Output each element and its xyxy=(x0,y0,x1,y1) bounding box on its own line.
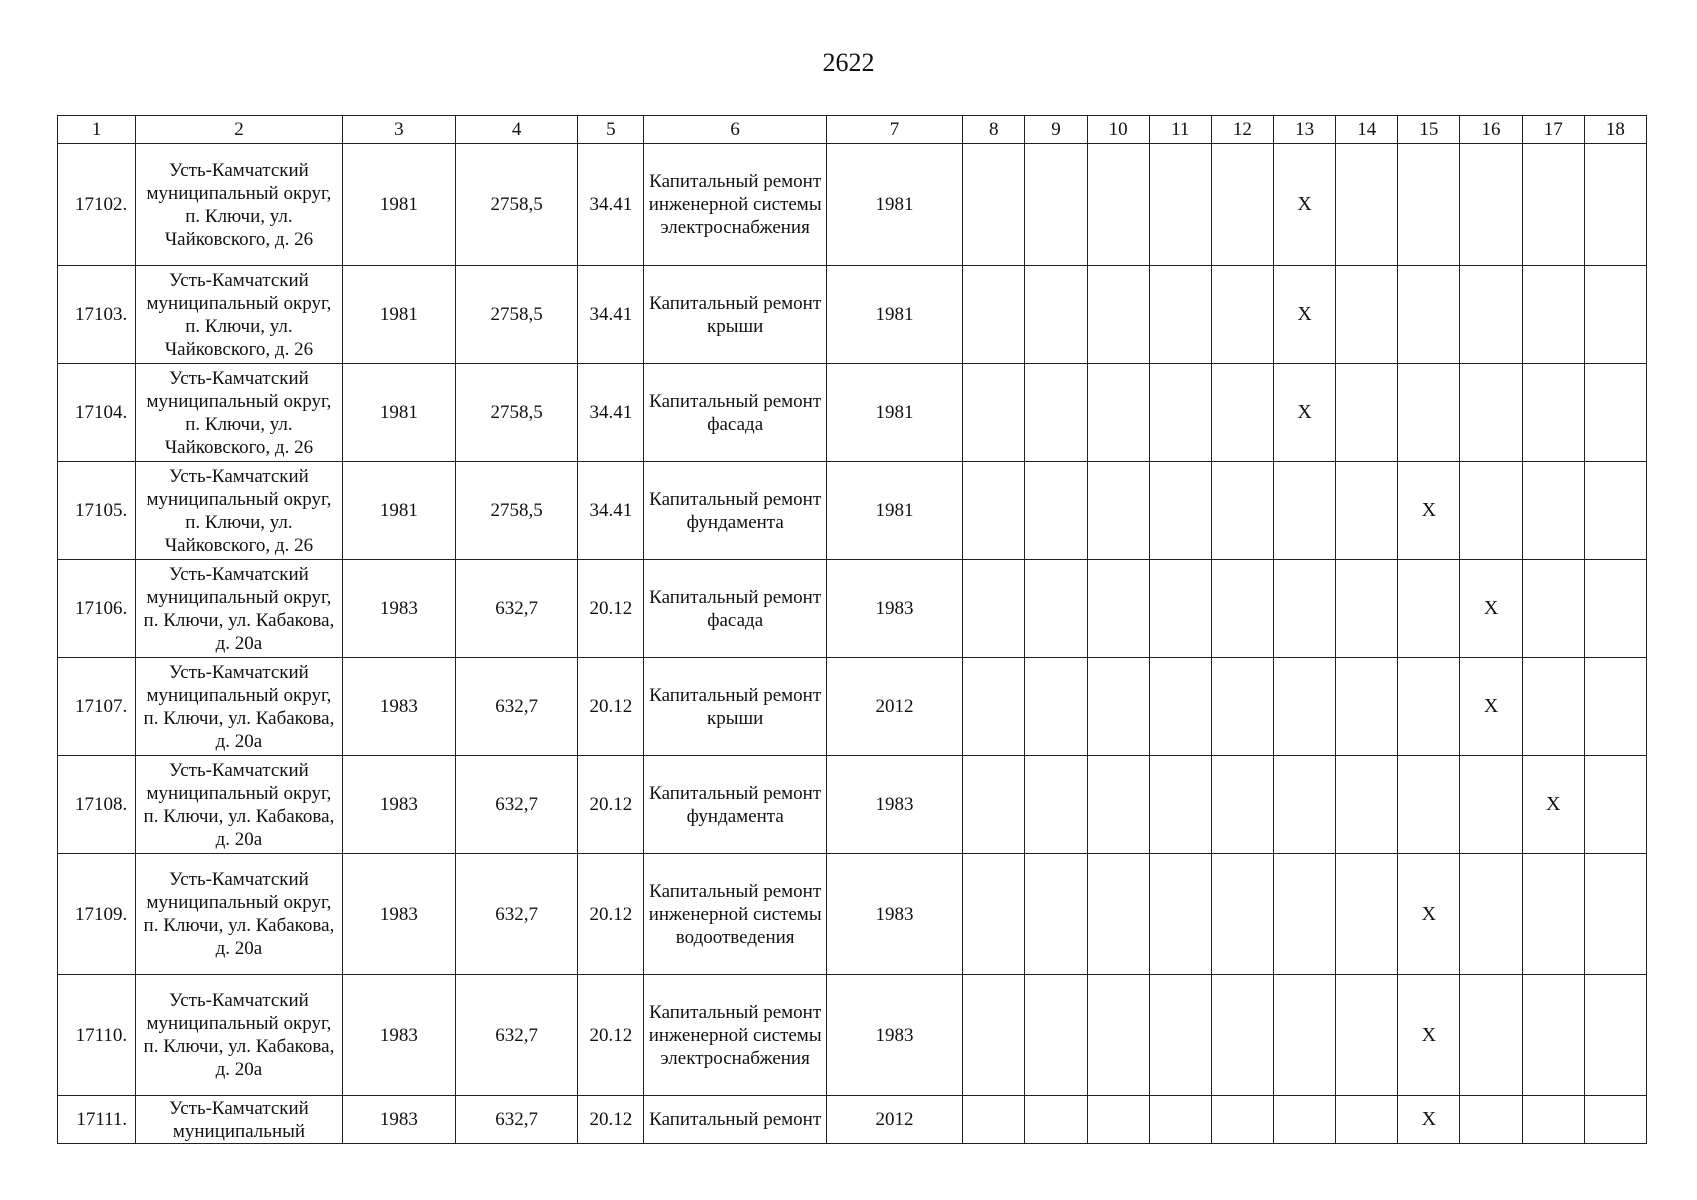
empty-period-cell-col-12 xyxy=(1211,1096,1273,1144)
row-number: 17106. xyxy=(58,560,136,658)
work-type-cell: Капитальный ремонт фундамента xyxy=(644,462,826,560)
table-row xyxy=(58,364,1647,462)
address-cell: Усть-Камчатский муниципальный округ, п. Ключи, ул. Кабакова, д. 20а xyxy=(136,854,343,975)
column-header-2: 2 xyxy=(136,116,343,144)
period-mark-col-13: Х xyxy=(1274,144,1336,266)
column-header-4: 4 xyxy=(455,116,577,144)
build-year-cell: 1983 xyxy=(342,756,455,854)
empty-period-cell-col-8 xyxy=(963,364,1025,462)
area-cell: 2758,5 xyxy=(455,266,577,364)
empty-period-cell-col-17 xyxy=(1522,1096,1584,1144)
empty-period-cell-col-12 xyxy=(1211,144,1273,266)
empty-period-cell-col-12 xyxy=(1211,854,1273,975)
column-header-5: 5 xyxy=(578,116,644,144)
wear-cell: 34.41 xyxy=(578,462,644,560)
address-cell: Усть-Камчатский муниципальный округ, п. Ключи, ул. Кабакова, д. 20а xyxy=(136,658,343,756)
area-cell: 632,7 xyxy=(455,560,577,658)
area-cell: 632,7 xyxy=(455,1096,577,1144)
empty-period-cell-col-9 xyxy=(1025,658,1087,756)
work-type-cell: Капитальный ремонт инженерной системы электроснабжения xyxy=(644,975,826,1096)
empty-period-cell-col-8 xyxy=(963,854,1025,975)
empty-period-cell-col-14 xyxy=(1336,462,1398,560)
wear-cell: 34.41 xyxy=(578,144,644,266)
empty-period-cell-col-10 xyxy=(1087,462,1149,560)
period-mark-col-15: Х xyxy=(1398,462,1460,560)
address-cell: Усть-Камчатский муниципальный округ, п. Ключи, ул. Чайковского, д. 26 xyxy=(136,144,343,266)
empty-period-cell-col-11 xyxy=(1149,266,1211,364)
area-cell: 2758,5 xyxy=(455,144,577,266)
wear-cell: 20.12 xyxy=(578,658,644,756)
empty-period-cell-col-16 xyxy=(1460,266,1522,364)
empty-period-cell-col-17 xyxy=(1522,364,1584,462)
empty-period-cell-col-17 xyxy=(1522,854,1584,975)
column-header-3: 3 xyxy=(342,116,455,144)
empty-period-cell-col-11 xyxy=(1149,462,1211,560)
area-cell: 632,7 xyxy=(455,975,577,1096)
work-type-cell: Капитальный ремонт инженерной системы электроснабжения xyxy=(644,144,826,266)
last-repair-year-cell: 2012 xyxy=(826,658,962,756)
empty-period-cell-col-10 xyxy=(1087,975,1149,1096)
last-repair-year-cell: 1981 xyxy=(826,144,962,266)
empty-period-cell-col-10 xyxy=(1087,560,1149,658)
table-row xyxy=(58,560,1647,658)
build-year-cell: 1981 xyxy=(342,364,455,462)
empty-period-cell-col-18 xyxy=(1584,854,1646,975)
work-type-cell: Капитальный ремонт крыши xyxy=(644,658,826,756)
table-row xyxy=(58,462,1647,560)
empty-period-cell-col-10 xyxy=(1087,854,1149,975)
empty-period-cell-col-12 xyxy=(1211,560,1273,658)
last-repair-year-cell: 1983 xyxy=(826,560,962,658)
empty-period-cell-col-17 xyxy=(1522,144,1584,266)
empty-period-cell-col-15 xyxy=(1398,364,1460,462)
empty-period-cell-col-14 xyxy=(1336,756,1398,854)
area-cell: 632,7 xyxy=(455,658,577,756)
build-year-cell: 1983 xyxy=(342,975,455,1096)
table-row xyxy=(58,658,1647,756)
empty-period-cell-col-8 xyxy=(963,462,1025,560)
empty-period-cell-col-11 xyxy=(1149,364,1211,462)
period-mark-col-16: Х xyxy=(1460,560,1522,658)
empty-period-cell-col-10 xyxy=(1087,1096,1149,1144)
row-number: 17108. xyxy=(58,756,136,854)
empty-period-cell-col-11 xyxy=(1149,756,1211,854)
empty-period-cell-col-14 xyxy=(1336,1096,1398,1144)
area-cell: 2758,5 xyxy=(455,462,577,560)
empty-period-cell-col-18 xyxy=(1584,364,1646,462)
empty-period-cell-col-18 xyxy=(1584,144,1646,266)
last-repair-year-cell: 1983 xyxy=(826,854,962,975)
address-cell: Усть-Камчатский муниципальный округ, п. Ключи, ул. Кабакова, д. 20а xyxy=(136,560,343,658)
column-header-6: 6 xyxy=(644,116,826,144)
work-type-cell: Капитальный ремонт фасада xyxy=(644,560,826,658)
empty-period-cell-col-16 xyxy=(1460,144,1522,266)
empty-period-cell-col-18 xyxy=(1584,560,1646,658)
empty-period-cell-col-11 xyxy=(1149,560,1211,658)
table-row xyxy=(58,144,1647,266)
empty-period-cell-col-17 xyxy=(1522,560,1584,658)
empty-period-cell-col-18 xyxy=(1584,462,1646,560)
build-year-cell: 1983 xyxy=(342,1096,455,1144)
empty-period-cell-col-11 xyxy=(1149,975,1211,1096)
address-cell: Усть-Камчатский муниципальный округ, п. Ключи, ул. Чайковского, д. 26 xyxy=(136,462,343,560)
wear-cell: 34.41 xyxy=(578,266,644,364)
empty-period-cell-col-16 xyxy=(1460,1096,1522,1144)
work-type-cell: Капитальный ремонт крыши xyxy=(644,266,826,364)
empty-period-cell-col-13 xyxy=(1274,1096,1336,1144)
area-cell: 2758,5 xyxy=(455,364,577,462)
table-row xyxy=(58,756,1647,854)
wear-cell: 34.41 xyxy=(578,364,644,462)
empty-period-cell-col-17 xyxy=(1522,266,1584,364)
empty-period-cell-col-14 xyxy=(1336,364,1398,462)
empty-period-cell-col-13 xyxy=(1274,854,1336,975)
area-cell: 632,7 xyxy=(455,854,577,975)
wear-cell: 20.12 xyxy=(578,756,644,854)
empty-period-cell-col-17 xyxy=(1522,658,1584,756)
empty-period-cell-col-10 xyxy=(1087,266,1149,364)
empty-period-cell-col-14 xyxy=(1336,658,1398,756)
work-type-cell: Капитальный ремонт фундамента xyxy=(644,756,826,854)
last-repair-year-cell: 2012 xyxy=(826,1096,962,1144)
empty-period-cell-col-18 xyxy=(1584,266,1646,364)
column-header-7: 7 xyxy=(826,116,962,144)
empty-period-cell-col-9 xyxy=(1025,1096,1087,1144)
wear-cell: 20.12 xyxy=(578,854,644,975)
address-cell: Усть-Камчатский муниципальный округ, п. Ключи, ул. Чайковского, д. 26 xyxy=(136,266,343,364)
wear-cell: 20.12 xyxy=(578,975,644,1096)
empty-period-cell-col-18 xyxy=(1584,975,1646,1096)
empty-period-cell-col-12 xyxy=(1211,266,1273,364)
last-repair-year-cell: 1983 xyxy=(826,756,962,854)
table-row xyxy=(58,854,1647,975)
column-header-1: 1 xyxy=(58,116,136,144)
row-number: 17105. xyxy=(58,462,136,560)
empty-period-cell-col-8 xyxy=(963,560,1025,658)
period-mark-col-17: Х xyxy=(1522,756,1584,854)
last-repair-year-cell: 1983 xyxy=(826,975,962,1096)
last-repair-year-cell: 1981 xyxy=(826,266,962,364)
empty-period-cell-col-14 xyxy=(1336,266,1398,364)
column-header-17: 17 xyxy=(1522,116,1584,144)
build-year-cell: 1983 xyxy=(342,560,455,658)
column-header-11: 11 xyxy=(1149,116,1211,144)
empty-period-cell-col-12 xyxy=(1211,364,1273,462)
row-number: 17109. xyxy=(58,854,136,975)
empty-period-cell-col-18 xyxy=(1584,1096,1646,1144)
empty-period-cell-col-12 xyxy=(1211,658,1273,756)
empty-period-cell-col-9 xyxy=(1025,975,1087,1096)
empty-period-cell-col-14 xyxy=(1336,854,1398,975)
empty-period-cell-col-16 xyxy=(1460,756,1522,854)
work-type-cell: Капитальный ремонт инженерной системы водоотведения xyxy=(644,854,826,975)
empty-period-cell-col-9 xyxy=(1025,560,1087,658)
repair-schedule-table xyxy=(57,115,1647,1144)
period-mark-col-15: Х xyxy=(1398,854,1460,975)
period-mark-col-16: Х xyxy=(1460,658,1522,756)
last-repair-year-cell: 1981 xyxy=(826,462,962,560)
period-mark-col-13: Х xyxy=(1274,266,1336,364)
empty-period-cell-col-13 xyxy=(1274,756,1336,854)
build-year-cell: 1983 xyxy=(342,658,455,756)
empty-period-cell-col-16 xyxy=(1460,462,1522,560)
empty-period-cell-col-8 xyxy=(963,975,1025,1096)
empty-period-cell-col-10 xyxy=(1087,364,1149,462)
period-mark-col-13: Х xyxy=(1274,364,1336,462)
row-number: 17102. xyxy=(58,144,136,266)
empty-period-cell-col-15 xyxy=(1398,560,1460,658)
empty-period-cell-col-13 xyxy=(1274,462,1336,560)
empty-period-cell-col-16 xyxy=(1460,364,1522,462)
address-cell: Усть-Камчатский муниципальный округ, п. Ключи, ул. Чайковского, д. 26 xyxy=(136,364,343,462)
table-row xyxy=(58,1096,1647,1144)
empty-period-cell-col-16 xyxy=(1460,854,1522,975)
empty-period-cell-col-12 xyxy=(1211,756,1273,854)
empty-period-cell-col-10 xyxy=(1087,756,1149,854)
empty-period-cell-col-11 xyxy=(1149,144,1211,266)
empty-period-cell-col-15 xyxy=(1398,266,1460,364)
row-number: 17111. xyxy=(58,1096,136,1144)
empty-period-cell-col-18 xyxy=(1584,658,1646,756)
build-year-cell: 1981 xyxy=(342,462,455,560)
empty-period-cell-col-12 xyxy=(1211,975,1273,1096)
empty-period-cell-col-9 xyxy=(1025,364,1087,462)
empty-period-cell-col-15 xyxy=(1398,756,1460,854)
empty-period-cell-col-17 xyxy=(1522,462,1584,560)
empty-period-cell-col-17 xyxy=(1522,975,1584,1096)
row-number: 17104. xyxy=(58,364,136,462)
page-number: 2622 xyxy=(822,48,875,77)
empty-period-cell-col-10 xyxy=(1087,658,1149,756)
empty-period-cell-col-9 xyxy=(1025,756,1087,854)
address-cell: Усть-Камчатский муниципальный округ, п. Ключи, ул. Кабакова, д. 20а xyxy=(136,975,343,1096)
empty-period-cell-col-8 xyxy=(963,658,1025,756)
empty-period-cell-col-8 xyxy=(963,144,1025,266)
empty-period-cell-col-18 xyxy=(1584,756,1646,854)
empty-period-cell-col-9 xyxy=(1025,462,1087,560)
row-number: 17107. xyxy=(58,658,136,756)
empty-period-cell-col-14 xyxy=(1336,144,1398,266)
address-cell: Усть-Камчатский муниципальный xyxy=(136,1096,343,1144)
empty-period-cell-col-9 xyxy=(1025,266,1087,364)
empty-period-cell-col-8 xyxy=(963,756,1025,854)
address-cell: Усть-Камчатский муниципальный округ, п. Ключи, ул. Кабакова, д. 20а xyxy=(136,756,343,854)
empty-period-cell-col-9 xyxy=(1025,854,1087,975)
row-number: 17103. xyxy=(58,266,136,364)
empty-period-cell-col-11 xyxy=(1149,1096,1211,1144)
empty-period-cell-col-13 xyxy=(1274,560,1336,658)
wear-cell: 20.12 xyxy=(578,560,644,658)
period-mark-col-15: Х xyxy=(1398,975,1460,1096)
column-header-8: 8 xyxy=(963,116,1025,144)
column-header-12: 12 xyxy=(1211,116,1273,144)
build-year-cell: 1983 xyxy=(342,854,455,975)
empty-period-cell-col-14 xyxy=(1336,975,1398,1096)
column-number-header-row xyxy=(58,116,1647,144)
build-year-cell: 1981 xyxy=(342,266,455,364)
empty-period-cell-col-8 xyxy=(963,1096,1025,1144)
work-type-cell: Капитальный ремонт xyxy=(644,1096,826,1144)
empty-period-cell-col-10 xyxy=(1087,144,1149,266)
empty-period-cell-col-16 xyxy=(1460,975,1522,1096)
column-header-10: 10 xyxy=(1087,116,1149,144)
empty-period-cell-col-14 xyxy=(1336,560,1398,658)
empty-period-cell-col-13 xyxy=(1274,658,1336,756)
empty-period-cell-col-13 xyxy=(1274,975,1336,1096)
column-header-18: 18 xyxy=(1584,116,1646,144)
empty-period-cell-col-9 xyxy=(1025,144,1087,266)
row-number: 17110. xyxy=(58,975,136,1096)
build-year-cell: 1981 xyxy=(342,144,455,266)
column-header-9: 9 xyxy=(1025,116,1087,144)
empty-period-cell-col-15 xyxy=(1398,658,1460,756)
table-row xyxy=(58,975,1647,1096)
empty-period-cell-col-8 xyxy=(963,266,1025,364)
period-mark-col-15: Х xyxy=(1398,1096,1460,1144)
empty-period-cell-col-12 xyxy=(1211,462,1273,560)
column-header-15: 15 xyxy=(1398,116,1460,144)
empty-period-cell-col-15 xyxy=(1398,144,1460,266)
area-cell: 632,7 xyxy=(455,756,577,854)
column-header-13: 13 xyxy=(1274,116,1336,144)
column-header-14: 14 xyxy=(1336,116,1398,144)
table-row xyxy=(58,266,1647,364)
empty-period-cell-col-11 xyxy=(1149,658,1211,756)
wear-cell: 20.12 xyxy=(578,1096,644,1144)
column-header-16: 16 xyxy=(1460,116,1522,144)
work-type-cell: Капитальный ремонт фасада xyxy=(644,364,826,462)
empty-period-cell-col-11 xyxy=(1149,854,1211,975)
last-repair-year-cell: 1981 xyxy=(826,364,962,462)
